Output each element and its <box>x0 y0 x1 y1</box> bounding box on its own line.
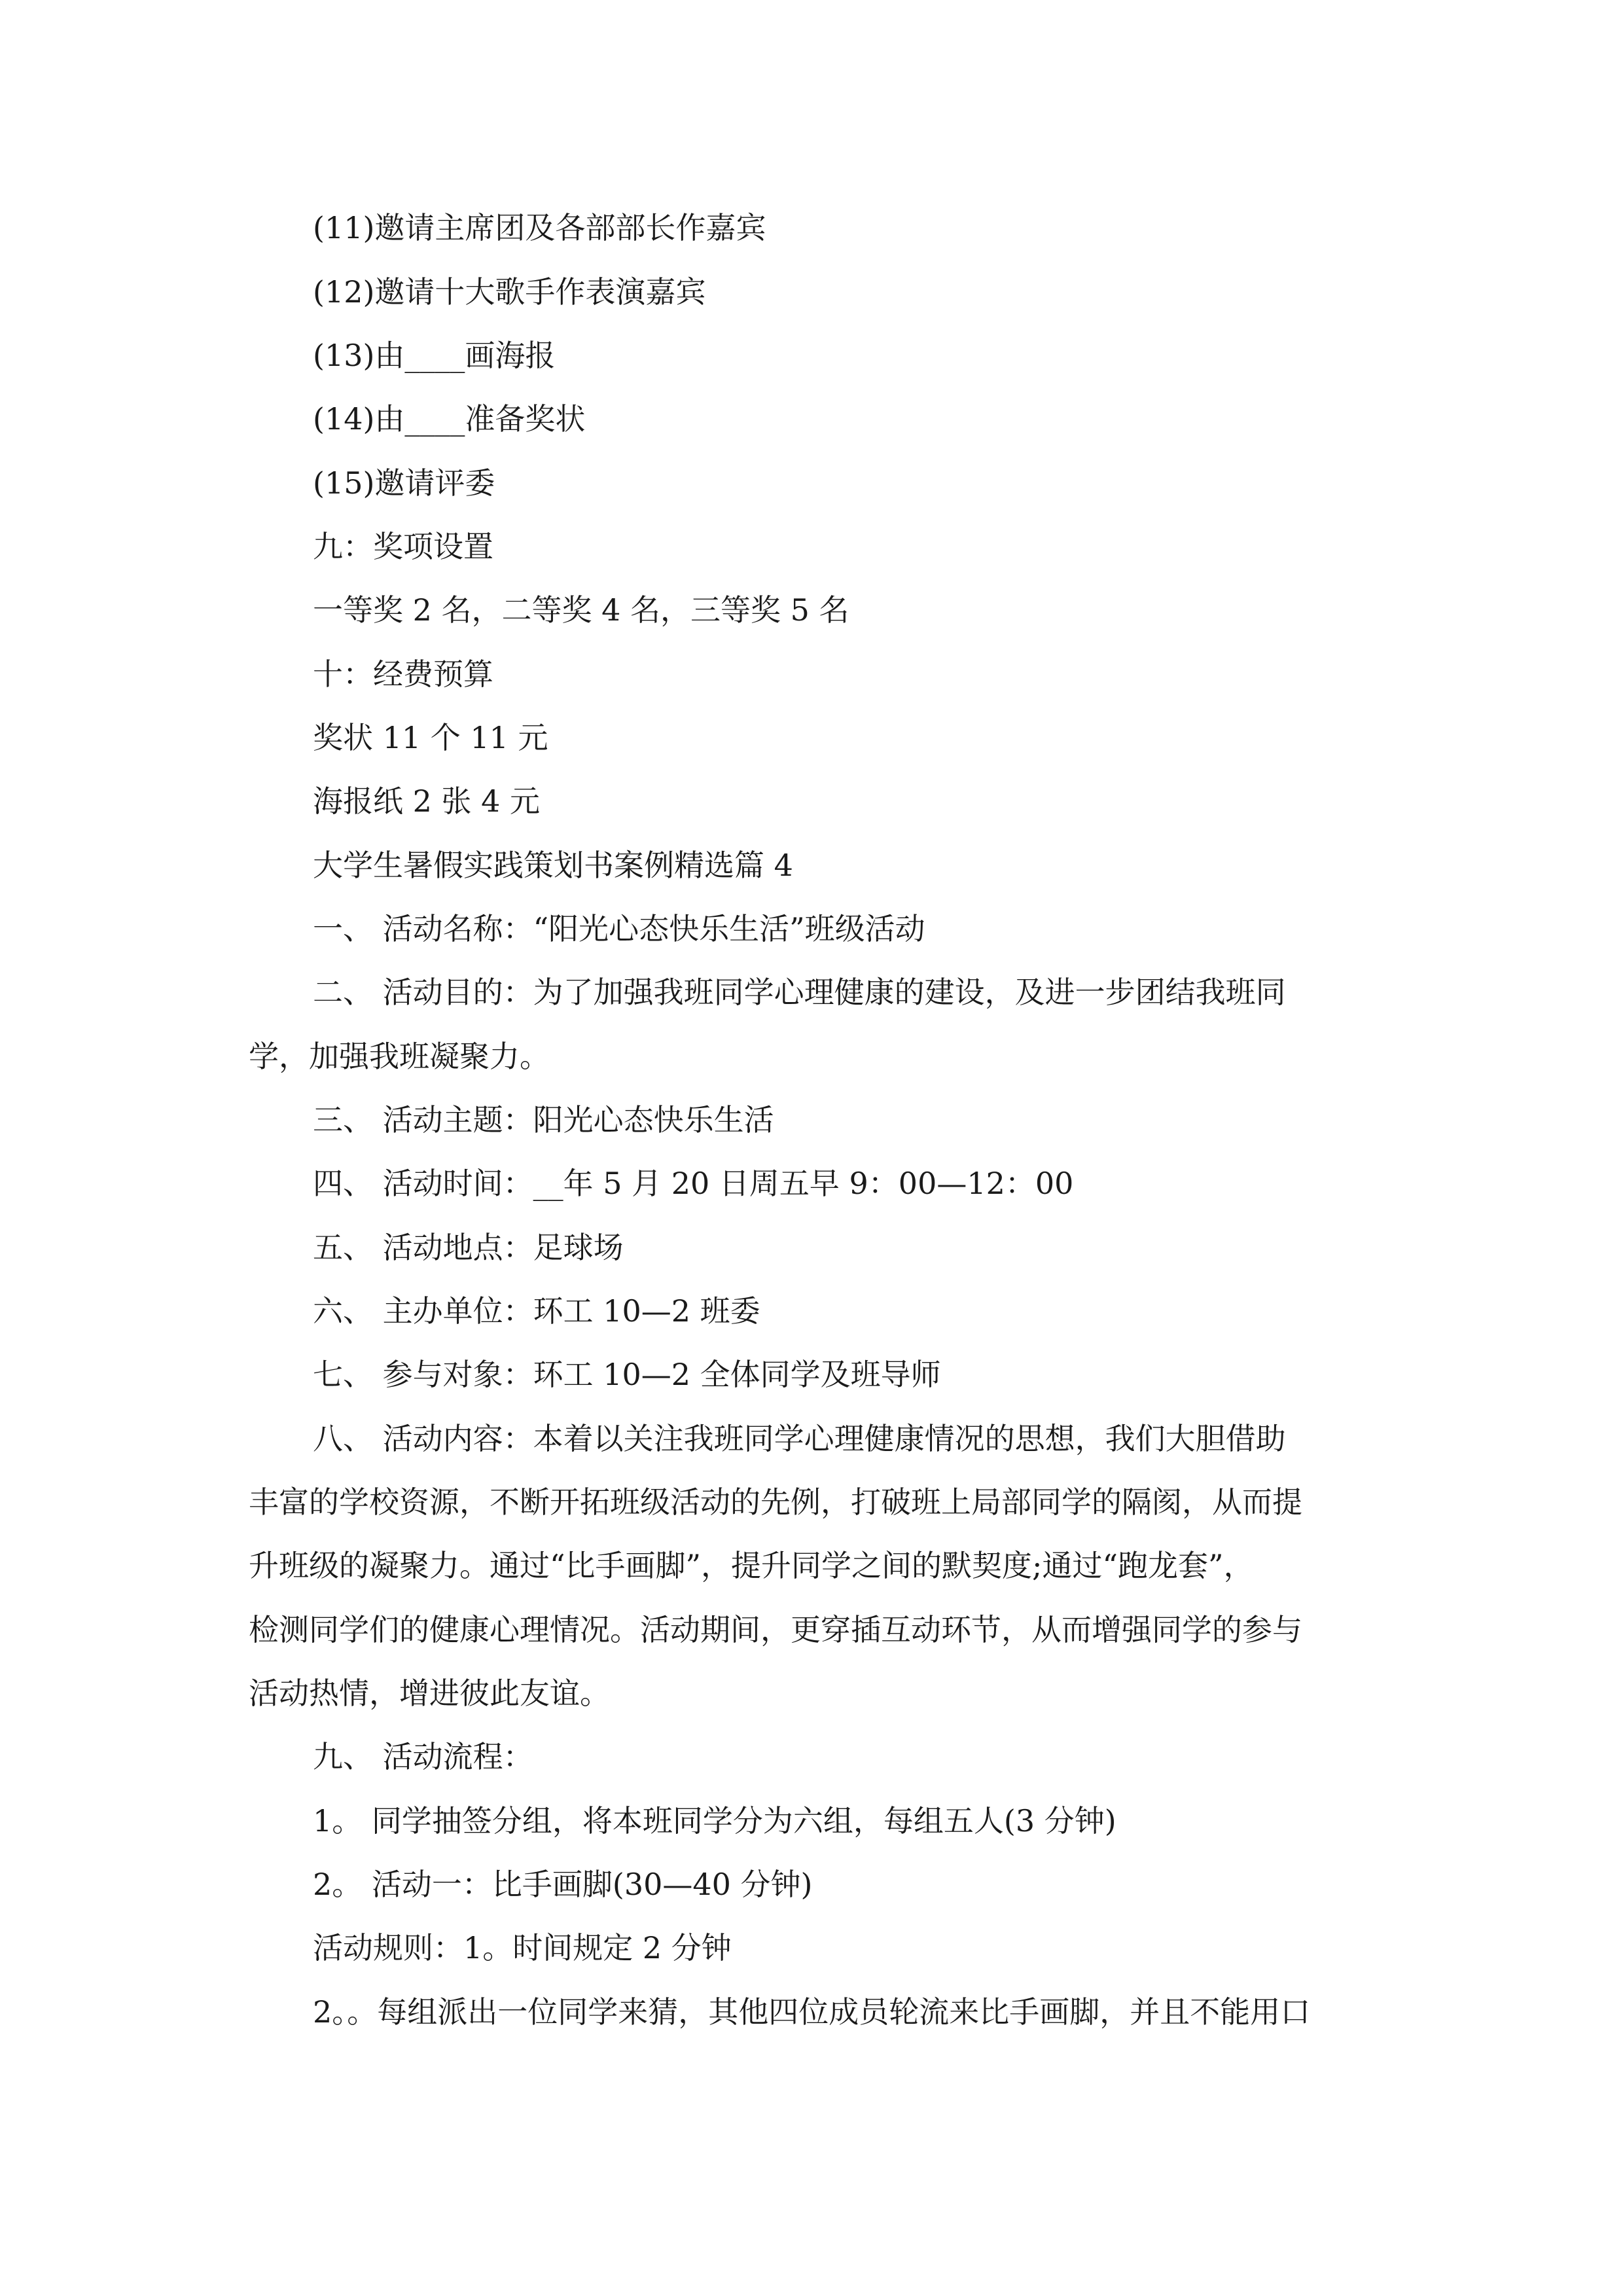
text-line: 一等奖 2 名，二等奖 4 名，三等奖 5 名 <box>313 592 849 628</box>
text-line: 活动热情，增进彼此友谊。 <box>249 1676 610 1711</box>
text-line: 五、 活动地点：足球场 <box>313 1230 624 1265</box>
text-line: 丰富的学校资源，不断开拓班级活动的先例，打破班上局部同学的隔阂，从而提 <box>249 1484 1302 1520</box>
section-heading: 十：经费预算 <box>313 656 493 692</box>
text-line: 2。。每组派出一位同学来猜，其他四位成员轮流来比手画脚，并且不能用口 <box>313 1994 1311 2030</box>
text-line: 三、 活动主题：阳光心态快乐生活 <box>313 1102 774 1138</box>
text-line: (11)邀请主席团及各部部长作嘉宾 <box>313 210 766 245</box>
text-line: 升班级的凝聚力。通过“比手画脚”，提升同学之间的默契度;通过“跑龙套”， <box>249 1548 1254 1583</box>
text-line: 奖状 11 个 11 元 <box>313 720 548 755</box>
text-line: (14)由____准备奖状 <box>313 401 586 437</box>
text-line: 检测同学们的健康心理情况。活动期间，更穿插互动环节，从而增强同学的参与 <box>249 1612 1302 1647</box>
text-line: 1。 同学抽签分组，将本班同学分为六组，每组五人(3 分钟) <box>313 1803 1116 1839</box>
text-line: 六、 主办单位：环工 10—2 班委 <box>313 1293 760 1329</box>
text-line: 2。 活动一：比手画脚(30—40 分钟) <box>313 1867 813 1902</box>
text-line: 二、 活动目的：为了加强我班同学心理健康的建设，及进一步团结我班同 <box>313 975 1286 1010</box>
text-line: 八、 活动内容：本着以关注我班同学心理健康情况的思想，我们大胆借助 <box>313 1421 1286 1456</box>
section-heading: 九：奖项设置 <box>313 529 493 564</box>
article-title: 大学生暑假实践策划书案例精选篇 4 <box>313 848 793 883</box>
text-line: 七、 参与对象：环工 10—2 全体同学及班导师 <box>313 1357 941 1392</box>
text-line: 学，加强我班凝聚力。 <box>249 1039 550 1074</box>
text-line: 四、 活动时间：__年 5 月 20 日周五早 9：00—12：00 <box>313 1166 1074 1201</box>
text-line: 活动规则：1。时间规定 2 分钟 <box>313 1930 732 1965</box>
text-line: (15)邀请评委 <box>313 465 495 501</box>
text-line: 九、 活动流程： <box>313 1739 533 1774</box>
text-line: (12)邀请十大歌手作表演嘉宾 <box>313 274 706 310</box>
text-line: 海报纸 2 张 4 元 <box>313 783 541 819</box>
text-line: (13)由____画海报 <box>313 338 556 373</box>
text-line: 一、 活动名称：“阳光心态快乐生活”班级活动 <box>313 911 925 946</box>
